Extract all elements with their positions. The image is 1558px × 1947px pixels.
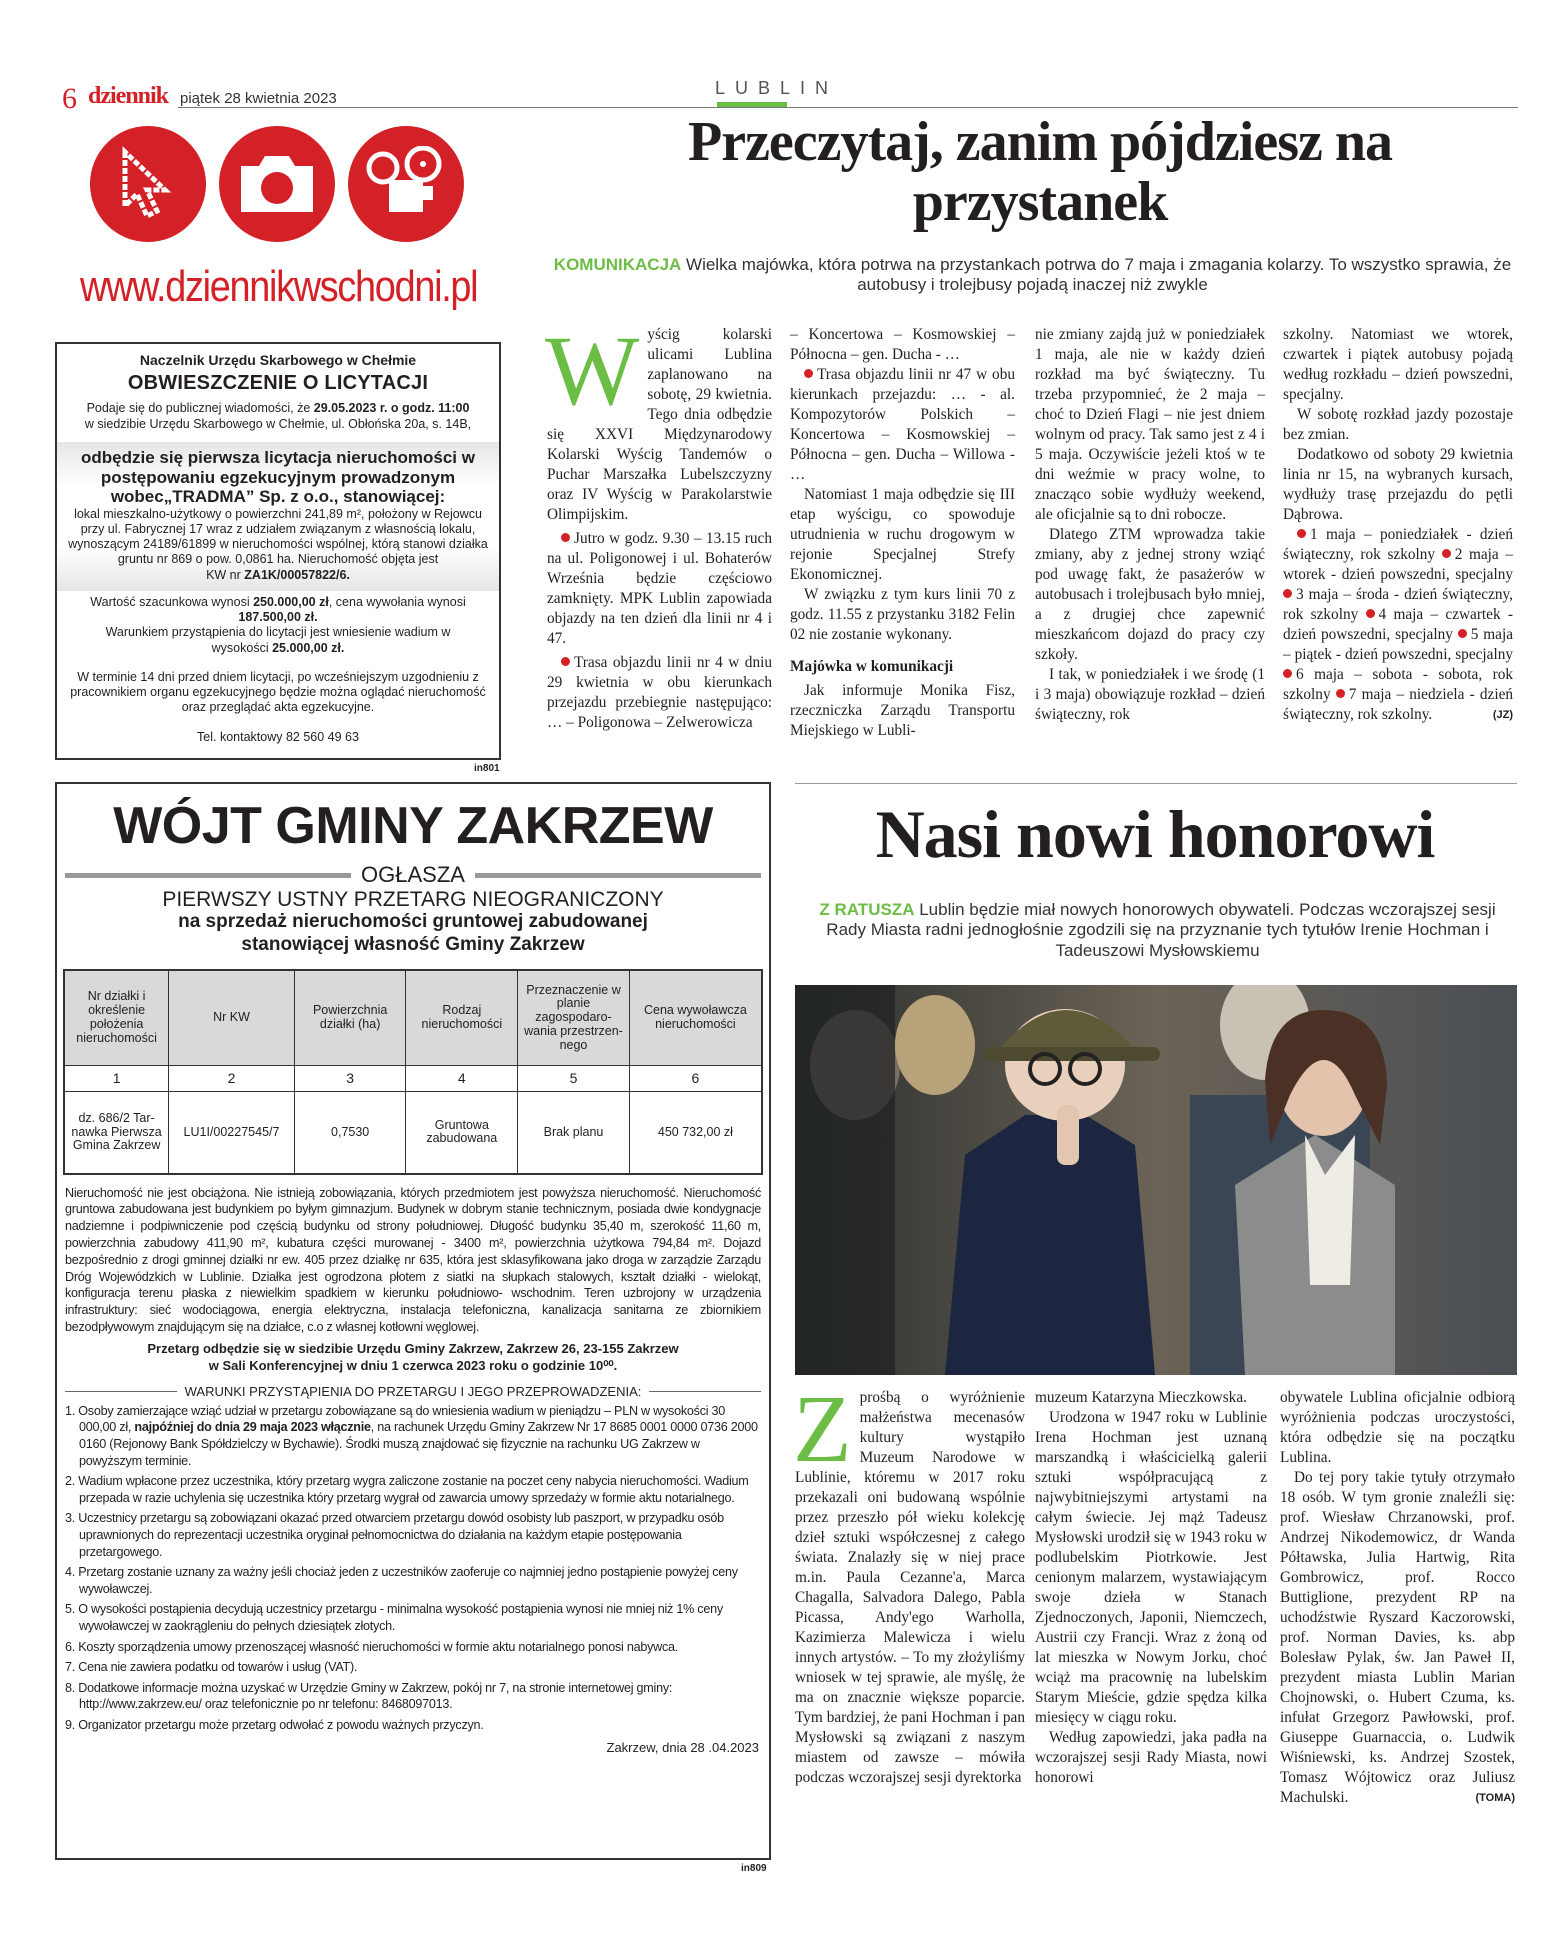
article-headline: Przeczytaj, zanim pójdziesz na przystanek: [688, 111, 1392, 234]
notice-subtitle-2: na sprzedaż nieruchomości gruntowej zabudowanej stanowiącej własność Gminy Zakrzew: [178, 911, 648, 955]
section-label: LUBLIN: [715, 78, 839, 98]
announces-label: OGŁASZA: [361, 862, 465, 887]
website-url[interactable]: www.dziennikwschodni.pl: [80, 262, 478, 311]
bullet-icon: [561, 533, 570, 542]
article-column-1: Wyścig kolarski ulicami Lublina zaplanowano na sobotę, 29 kwietnia. Tego dnia odbędzie się XXVI Międzynarodowy Kolarski Wyścig Tandemów o Puchar Marszałka Lubelszczyzny oraz IV Wyścig w Parakolarstwie Olimpijskim. Jutro w godz. 9.30 – 13.15 ruch na ul. Poligonowej i ul. Bohaterów Września będzie częściowo zamknięty. MPK Lublin zapowiada objazdy na ten dzień dla linii nr 4 i 47. Trasa objazdu linii nr 4 w dniu 29 kwietnia w obu kierunkach przejazdu przebiegnie następująco: … – Poligonowa – Zelwerowicza: [545, 315, 772, 731]
drop-cap: W: [545, 315, 640, 426]
list-item: 1. Osoby zamierzające wziąć udział w przetargu zobowiązane są do wniesienia wadium w pieniądzu – PLN w wysokości 30 000,00 zł, najpóźniej do dnia 29 maja 2023 włącznie, na rachunek Urzędu Gminy Zakrzew Nr 17 8685 0001 0000 0736 2000 0160 (Rejonowy Bank Spółdzielczy w Bychawie). Środki muszą znajdować się fizycznie na rachunku UG Zakrzew w powyższym terminie.: [65, 1403, 758, 1468]
photo-image: [795, 985, 1517, 1375]
issue-date: piątek 28 kwietnia 2023: [180, 90, 337, 107]
bullet-icon: [1442, 549, 1451, 558]
notice-title: WÓJT GMINY ZAKRZEW: [113, 797, 713, 855]
conditions-title: WARUNKI PRZYSTĄPIENIA DO PRZETARGU I JEGO PRZEPROWADZENIA:: [184, 1383, 642, 1399]
zakrzew-tender-notice: [55, 782, 771, 1860]
conditions-list: [65, 1403, 761, 1734]
article-column-1: Zprośbą o wyróżnienie małżeństwa mecenasów kultury wystąpiło Muzeum Narodowe w Lublinie, któremu w 2017 roku przekazali oni budowaną wspólnie przez przeszło pół wieku kolekcję dzieł sztuki współczesnej z całego świata. Znalazły się w niej prace m.in. Paula Cezanne'a, Marca Chagalla, Salvadora Dalego, Pabla Picassa, Andy'ego Warholla, Kazimierza Malewicza i wielu innych artystów. – To my złożyliśmy wniosek w tej sprawie, ale myślę, że ma on znacznie większe poparcie. Tym bardziej, że pani Hochman i pan Mysłowski są związani z naszym miastem od zawsze – mówiła podczas wczorajszej sesji dyrektorka: [793, 1375, 1025, 1786]
tender-venue: Przetarg odbędzie się w siedzibie Urzędu Gminy Zakrzew, Zakrzew 26, 23-155 Zakrzew w Sali Konferencyjnej w dniu 1 czerwca 2023 roku o godzinie 10⁰⁰.: [147, 1340, 679, 1373]
notice-value: Wartość szacunkowa wynosi 250.000,00 zł, cena wywołania wynosi 187.500,00 zł.: [90, 594, 466, 625]
bullet-icon: [561, 657, 570, 666]
conditions-divider: [65, 1384, 761, 1399]
notice-title: OBWIESZCZENIE O LICYTACJI: [127, 372, 429, 395]
notice-property-block: [57, 442, 499, 591]
header-rule: [178, 107, 1518, 108]
notice-intro: Podaje się do publicznej wiadomości, że 29.05.2023 r. o godz. 11:00 w siedzibie Urzędu Skarbowego w Chełmie, ul. Obłońska 20a, s. 14B,: [84, 401, 472, 431]
article-kicker: Z RATUSZA: [819, 900, 915, 919]
bullet-icon: [1366, 609, 1375, 618]
author-signature: (JZ): [1492, 709, 1513, 721]
tax-office-auction-notice: [55, 342, 501, 760]
article-headline: Nasi nowi honorowi: [875, 796, 1435, 872]
article-column-2: muzeum Katarzyna Mieczkowska. Urodzona w 1947 roku w Lublinie Irena Hochman jest uznaną marszandką i właścicielką galerii sztuki współpracującą z najwybitniejszymi artystami na całym świecie. Jej mąż Tadeusz Mysłowski urodził się w 1943 roku w podlubelskim Piotrkowie. Jest cenionym malarzem, wystawiającym swoje dzieła w Stanach Zjednoczonych, Japonii, Niemczech, Austrii czy Francji. Wraz z żoną od lat mieszka w Nowym Jorku, choć wciąż ma pracownię na lubelskim Starym Mieście, gdzie spędza kilka miesięcy w ciągu roku. Według zapowiedzi, jaka padła na wczorajszej sesji Rady Miasta, nowi honorowi: [1035, 1389, 1267, 1786]
bullet-icon: [1283, 669, 1292, 678]
page-number: 6: [62, 82, 77, 115]
subheading: Majówka w komunikacji: [790, 658, 954, 675]
announces-divider: [65, 862, 761, 888]
table-row: dz. 686/2 Tar-nawka Pierwsza Gmina Zakrzew LU1I/00227545/7 0,7530 Gruntowa zabudowana Brak planu 450 732,00 zł: [64, 1092, 762, 1174]
notice-viewing: W terminie 14 dni przed dniem licytacji, po wcześniejszym uzgodnieniu z pracownikiem organu egzekucyjnego będzie można oglądać nieruchomość oraz przeglądać akta egzekucyjne.: [70, 669, 486, 715]
article-photo: [795, 985, 1517, 1375]
list-item: 6. Koszty sporządzenia umowy przenoszącej własność nieruchomości w formie aktu notarialnego ponosi nabywca.: [65, 1639, 679, 1654]
author-signature: (TOMA): [1475, 1792, 1515, 1804]
list-item: 4. Przetarg zostanie uznany za ważny jeśli chociaż jeden z uczestników zaoferuje co najmniej jedno postąpienie powyżej ceny wywoławczej.: [65, 1565, 738, 1596]
article-lead: KOMUNIKACJA Wielka majówka, która potrwa na przystankach potrwa do 7 maja i zmagania kolarzy. To wszystko sprawia, że autobusy i trolejbusy pojadą inaczej niż zwykle: [553, 255, 1512, 295]
ad-tag: in801: [474, 763, 500, 774]
article-column-2: – Koncertowa – Kosmowskiej – Północna – gen. Ducha - … Trasa objazdu linii nr 47 w obu kierunkach przejazdu: … - al. Kompozytorów Polskich – Koncertowa – Kosmowskiej – Północna – gen. Ducha – Willowa - … Natomiast 1 maja odbędzie się III etap wyścigu, co spowoduje utrudnienia w ruchu drogowym w rejonie Specjalnej Strefy Ekonomicznej. W związku z tym kurs linii 70 z godz. 11.55 z przystanku 3182 Felin 02 nie zostanie wykonany. Majówka w komunikacji Jak informuje Monika Fisz, rzeczniczka Zarządu Transportu Miejskiego w Lubli-: [790, 326, 1015, 739]
bullet-icon: [1297, 529, 1306, 538]
list-item: 9. Organizator przetargu może przetarg odwołać z powodu ważnych przyczyn.: [65, 1717, 484, 1732]
camera-icon[interactable]: [219, 126, 335, 242]
notice-issuer: Naczelnik Urzędu Skarbowego w Chełmie: [139, 352, 417, 368]
notice-subtitle: PIERWSZY USTNY PRZETARG NIEOGRANICZONY: [162, 888, 664, 911]
list-item: 8. Dodatkowe informacje można uzyskać w Urzędzie Gminy w Zakrzew, pokój nr 7, na stronie internetowej gminy: http://www.zakrzew.eu/ oraz telefonicznie po nr telefonu: 8468097013.: [65, 1680, 673, 1712]
ad-tag: in809: [741, 1863, 767, 1874]
article-column-4: szkolny. Natomiast we wtorek, czwartek i piątek autobusy pojadą według rozkładu – dzień powszedni, specjalny. W sobotę rozkład jazdy pozostaje bez zmian. Dodatkowo od soboty 29 kwietnia linia nr 15, na wybranych kursach, wydłuży trasę przejazdu do pętli Dąbrowa. 1 maja – poniedziałek - dzień świąteczny, rok szkolny 2 maja – wtorek - dzień powszedni, specjalny 3 maja – środa - dzień świąteczny, rok szkolny 4 maja – czwartek - dzień powszedni, specjalny 5 maja – piątek - dzień powszedni, specjalny 6 maja – sobota - sobota, rok szkolny 7 maja – niedziela - dzień świąteczny, rok szkolny. (JZ): [1283, 326, 1514, 723]
article-column-3: nie zmiany zajdą już w poniedziałek 1 maja, ale nie w każdy dzień rozkład ma być świąteczny. Tu trzeba przypomnieć, że 2 maja – choć to Dzień Flagi – nie jest dniem wolnym od pracy. Tak samo jest z 4 i 5 maja. Oczywiście jeżeli ktoś w te dni weźmie w pracy wolne, to znacząco sobie wydłuży weekend, ale oficjalnie są to dni robocze. Dlatego ZTM wprowadza takie zmiany, aby z jednej strony wziąć pod uwagę fakt, że pasażerów w autobusach i trolejbusach było mniej, a z drugiej chce zapewnić mieszkańcom dojazd do pracy czy szkoły. I tak, w poniedziałek i we środę (1 i 3 maja) obowiązuje rozkład – dzień świąteczny, rok: [1035, 326, 1265, 723]
article-lead: Z RATUSZA Lublin będzie miał nowych honorowych obywateli. Podczas wczorajszej sesji Rady Miasta radni jednogłośnie zgodzili się na przyznanie tych tytułów Irenie Hochman i Tadeuszowi Mysłowskiemu: [819, 900, 1496, 960]
place-and-date: Zakrzew, dnia 28 .04.2023: [606, 1739, 759, 1755]
notice-headline: odbędzie się pierwsza licytacja nieruchomości w postępowaniu egzekucyjnym prowadzonym wobec„TRADMA” Sp. z o.o., stanowiącej:: [81, 447, 475, 507]
list-item: 2. Wadium wpłacone przez uczestnika, który przetarg wygra zaliczone zostanie na poczet ceny nabycia nieruchomości. Wadium przepada w razie uchylenia się uczestnika który przetarg wygrał od zawarcia umowy sprzedaży w formie aktu notarialnego.: [65, 1474, 749, 1505]
newspaper-logo: dziennik: [88, 83, 169, 109]
list-item: 3. Uczestnicy przetargu są zobowiązani okazać przed otwarciem przetargu dowód osobisty lub paszport, w przypadku osób uprawnionych do reprezentacji uczestnika oryginał pełnomocnictwa do działania na każdym etapie postępowania przetargowego.: [65, 1511, 724, 1559]
article-column-3: obywatele Lublina oficjalnie odbiorą wyróżnienia podczas uroczystości, która odbędzie się na początku Lublina. Do tej pory takie tytuły otrzymało 18 osób. W tym gronie znaleźli się: prof. Wiesław Chrzanowski, prof. Andrzej Nikodemowicz, dr Wanda Półtawska, Julia Hartwig, Rita Gombrowicz, prof. Rocco Buttiglione, prezydent RP na uchodźstwie Ryszard Kaczorowski, prof. Norman Davies, ks. abp Bolesław Pylak, św. Jan Paweł II, prezydent miasta Lublin Marian Chojnowski, o. Hubert Czuma, ks. infułat Grzegorz Pawłowski, prof. Giuseppe Guarnaccia, o. Ludwik Wiśniewski, ks. Andrzej Szostek, Tomasz Wójtowicz oraz Juliusz Machulski. (TOMA): [1280, 1389, 1515, 1806]
article-separator: [795, 783, 1517, 784]
list-item: 7. Cena nie zawiera podatku od towarów i usług (VAT).: [65, 1660, 358, 1675]
schedule-list: 1 maja – poniedziałek - dzień świąteczny, rok szkolny 2 maja – wtorek - dzień powszedni, specjalny 3 maja – środa - dzień świąteczny, rok szkolny 4 maja – czwartek - dzień powszedni, specjalny 5 maja – piątek - dzień powszedni, specjalny 6 maja – sobota - sobota, rok szkolny 7 maja – niedziela - dzień świąteczny, rok szkolny. (JZ): [1283, 526, 1514, 723]
drop-cap: Z: [793, 1375, 852, 1482]
bullet-icon: [1336, 689, 1345, 698]
notice-deposit: Warunkiem przystąpienia do licytacji jest wniesienie wadium w wysokości 25.000,00 zł.: [105, 625, 451, 655]
list-item: 5. O wysokości postąpienia decydują uczestnicy przetargu - minimalna wysokość postąpienia wynosi nie mniej niż 1% ceny wywoławczej w zaokrągleniu do pełnych dziesiątek złotych.: [65, 1602, 723, 1633]
bullet-icon: [1283, 589, 1292, 598]
section-accent-bar: [717, 102, 787, 107]
bullet-icon: [1458, 629, 1467, 638]
property-table: Nr działki i określenie położenia nieruchomości Nr KW Powierzchnia działki (ha) Rodzaj nieruchomości Przeznaczenie w planie zagospodaro-wania przestrzen-nego Cena wywoławcza nieruchomości 1 2 3 4 5 6 dz. 686/2 Tar-nawka Pierwsza Gmina Zakrzew LU1I/00227545/7 0,7530 Gruntowa zabudowana Brak planu 450 732,00 zł: [63, 969, 763, 1175]
notice-phone: Tel. kontaktowy 82 560 49 63: [197, 729, 359, 744]
film-projector-icon[interactable]: [348, 126, 464, 242]
article-kicker: KOMUNIKACJA: [553, 255, 682, 274]
bullet-icon: [804, 369, 813, 378]
property-description: Nieruchomość nie jest obciążona. Nie istnieją zobowiązania, których przedmiotem jest powyższa nieruchomość. Nieruchomość gruntowa zabudowana jest budynkiem po byłym gimnazjum. Budynek w dobrym stanie technicznym, posiada dwie kondygnacje nadziemne i podpiwniczenie pod częścią budynku od strony południowej. Długość budynku 35,40 m, szerokość 11,60 m, powierzchnia zabudowy 411,90 m², kubatura części murowanej - 3400 m², powierzchnia użytkowa 794,84 m². Dojazd bezpośrednio z drogi gminnej działki nr ew. 405 przez działkę nr 635, która jest sklasyfikowana jako droga w zarządzie Zarządu Dróg Wojewódzkich w Lublinie. Działka jest ogrodzona płotem z siatki na słupkach stalowych, kształt działki - wielokąt, konfiguracja terenu płaska z niewielkim spadkiem w kierunku południowo- wschodnim. Teren uzbrojony w urządzenia infrastruktury: sieć wodociągowa, energia elektryczna, instalacja telefoniczna, kanalizacja sanitarna ze zbiornikiem bezodpływowym znajdującym się na działce, c.o z własnej kotłowni węglowej.: [65, 1185, 761, 1335]
notice-property: lokal mieszkalno-użytkowy o powierzchni 241,89 m², położony w Rejowcu przy ul. Fabrycznej 17 wraz z udziałem związanym z własnością lokalu, wynoszącym 24189/61899 w nieruchomości wspólnej, którą stanowi działka gruntu nr 869 o pow. 0,0861 ha. Nieruchomość objęta jest KW nr ZA1K/00057822/6.: [68, 506, 488, 582]
cursor-icon[interactable]: [90, 126, 206, 242]
